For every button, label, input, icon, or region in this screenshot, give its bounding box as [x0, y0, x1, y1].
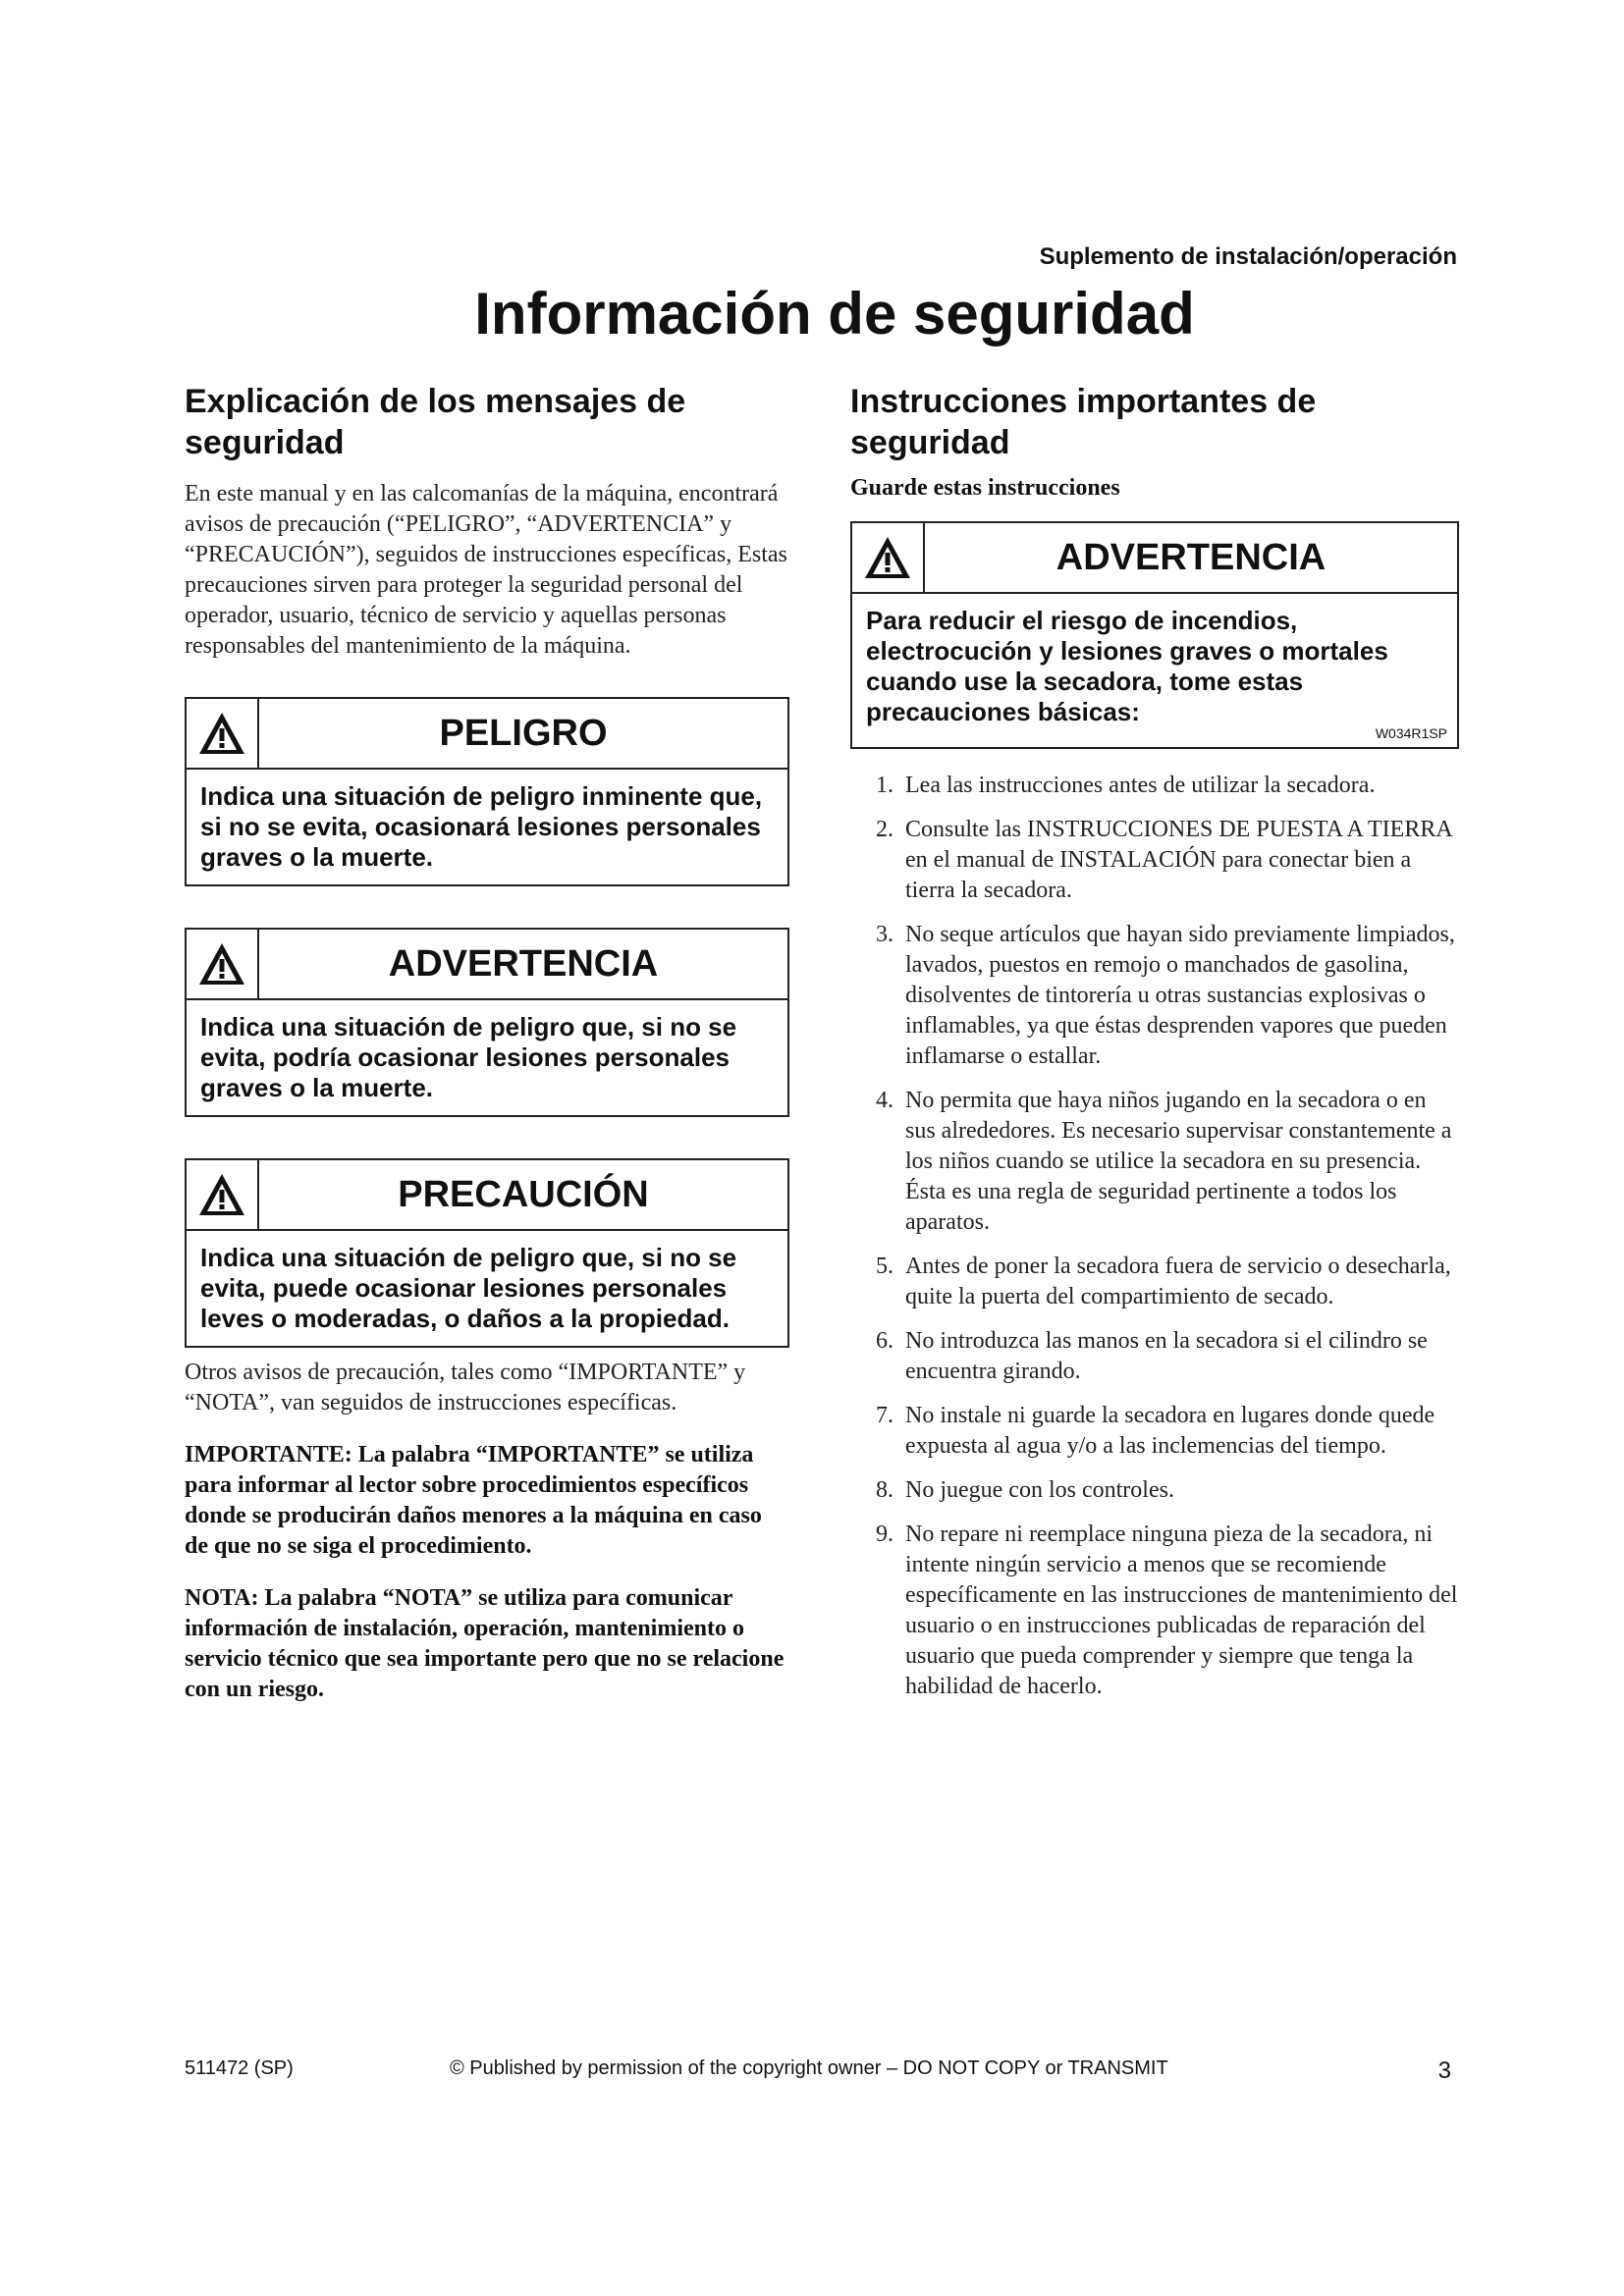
list-item: 1. Lea las instrucciones antes de utilizar la secadora.: [876, 773, 1376, 798]
list-item: 4. No permita que haya niños jugando en la secadora o en sus alrededores. Es necesario supervisar constantemente a los niños cuando se utilice la secadora en su presencia. Ésta es una regla de seguridad pertinente a todos los aparatos.: [876, 1088, 1452, 1235]
precaucion-text: Indica una situación de peligro que, si no se evita, puede ocasionar lesiones personales leves o moderadas, o daños a la propiedad.: [200, 1243, 737, 1333]
save-instructions-subheading: Guarde estas instrucciones: [850, 475, 1120, 501]
list-item: 2. Consulte las INSTRUCCIONES DE PUESTA A TIERRA en el manual de INSTALACIÓN para conectar bien a tierra la secadora.: [876, 817, 1452, 903]
warning-code: W034R1SP: [1375, 725, 1447, 741]
list-item: 3. No seque artículos que hayan sido previamente limpiados, lavados, puestos en remojo o manchados de gasolina, disolventes de tintorería u otras sustancias explosivas o inflamables, ya que éstas desprenden vapores que pueden inflamarse o estallar.: [876, 922, 1455, 1069]
advertencia-title: ADVERTENCIA: [388, 942, 659, 985]
warning-text: Para reducir el riesgo de incendios, electrocución y lesiones graves o mortales cuando use la secadora, tome estas precauciones básicas:: [866, 606, 1388, 726]
importante-paragraph: IMPORTANTE: La palabra “IMPORTANTE” se utiliza para informar al lector sobre procedimientos específicos donde se producirán daños menores a la máquina en caso de que no se siga el procedimiento.: [185, 1442, 762, 1559]
warning-triangle-icon: [197, 711, 246, 756]
warning-triangle-icon: [863, 535, 912, 580]
left-column: [185, 381, 789, 1705]
copyright-notice: © Published by permission of the copyright owner – DO NOT COPY or TRANSMIT: [450, 2057, 1168, 2079]
precaucion-box: [185, 1158, 789, 1348]
nota-paragraph: NOTA: La palabra “NOTA” se utiliza para comunicar información de instalación, operación, mantenimiento o servicio técnico que sea importante pero que no se relacione con un riesgo.: [185, 1585, 785, 1702]
list-item: 5. Antes de poner la secadora fuera de servicio o desecharla, quite la puerta del compartimiento de secado.: [876, 1254, 1451, 1309]
page-number: 3: [1437, 2057, 1451, 2084]
section-heading-explanation: Explicación de los mensajes de seguridad: [185, 383, 686, 461]
list-item: 8. No juegue con los controles.: [876, 1477, 1174, 1503]
other-notices-paragraph: Otros avisos de precaución, tales como “IMPORTANTE” y “NOTA”, van seguidos de instrucciones específicas.: [185, 1360, 746, 1415]
list-item: 6. No introduzca las manos en la secadora si el cilindro se encuentra girando.: [876, 1328, 1428, 1384]
right-column: [850, 381, 1459, 1716]
document-code: 511472 (SP): [185, 2057, 294, 2079]
peligro-title: PELIGRO: [439, 712, 608, 754]
peligro-box: [185, 697, 789, 886]
advertencia-text: Indica una situación de peligro que, si no se evita, podría ocasionar lesiones personales graves o la muerte.: [200, 1012, 737, 1102]
document-subtitle: Suplemento de instalación/operación: [1039, 243, 1457, 270]
instruction-list: [850, 771, 1459, 1702]
peligro-text: Indica una situación de peligro inminente que, si no se evita, ocasionará lesiones personales graves o la muerte.: [200, 781, 763, 872]
page-title: Información de seguridad: [474, 281, 1195, 347]
intro-paragraph: En este manual y en las calcomanías de la máquina, encontrará avisos de precaución (“PELIGRO”, “ADVERTENCIA” y “PRECAUCIÓN”), seguidos de instrucciones específicas, Estas precauciones sirven para proteger la seguridad personal del operador, usuario, técnico de servicio y aquellas personas responsables del mantenimiento de la máquina.: [185, 481, 787, 659]
precaucion-title: PRECAUCIÓN: [398, 1173, 649, 1215]
list-item: 7. No instale ni guarde la secadora en lugares donde quede expuesta al agua y/o a las inclemencias del tiempo.: [876, 1403, 1435, 1459]
list-item: 9. No repare ni reemplace ninguna pieza de la secadora, ni intente ningún servicio a menos que se recomiende específicamente en las instrucciones de mantenimiento del usuario o en instrucciones publicadas de reparación del usuario que pueda comprender y siempre que tenga la habilidad de hacerlo.: [876, 1522, 1458, 1699]
warning-triangle-icon: [197, 1172, 246, 1217]
section-heading-instructions: Instrucciones importantes de seguridad: [850, 383, 1317, 461]
warning-box: [850, 521, 1459, 749]
advertencia-box: [185, 928, 789, 1117]
warning-title: ADVERTENCIA: [1056, 536, 1326, 578]
warning-triangle-icon: [197, 941, 246, 987]
